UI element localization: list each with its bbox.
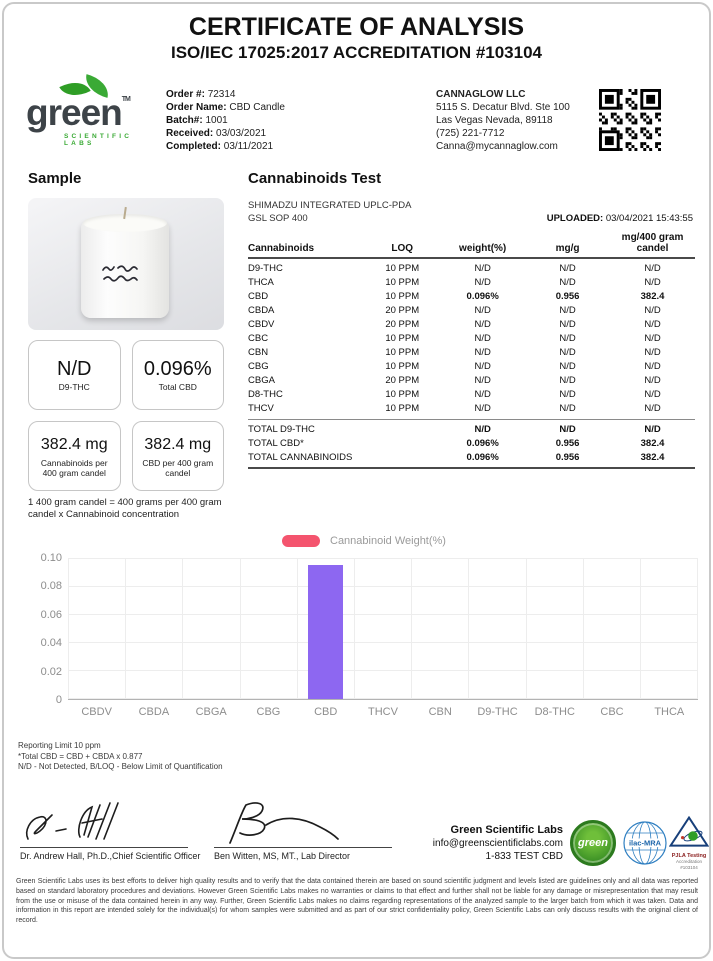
result-value: 382.4 mg — [40, 436, 108, 453]
result-caption: D9-THC — [58, 382, 90, 392]
table-row: CBDV 20 PPM N/D N/D N/D — [248, 319, 661, 330]
chart-plot — [68, 558, 698, 700]
y-tick-label: 0 — [55, 693, 62, 706]
uploaded-label: UPLOADED: — [546, 213, 604, 224]
test-method-sop: GSL SOP 400 — [248, 213, 308, 224]
signature-line — [214, 847, 392, 848]
chart-column — [182, 559, 239, 699]
chart-column — [240, 559, 297, 699]
document-title: CERTIFICATE OF ANALYSIS — [188, 13, 525, 41]
order-field: Order Name: CBD Candle — [166, 102, 285, 113]
chart-column — [583, 559, 640, 699]
x-tick-label: THCV — [367, 706, 398, 718]
pjla-accreditation: Accreditation #103104 — [675, 859, 702, 870]
header-row — [248, 232, 695, 258]
cannabinoid-table-totals — [248, 420, 695, 469]
cannabinoid-table — [248, 232, 695, 469]
chart-column — [68, 559, 125, 699]
y-tick-label: 0.08 — [40, 580, 62, 593]
x-tick-label: CBC — [600, 706, 624, 718]
table-row: CBC 10 PPM N/D N/D N/D — [248, 333, 661, 344]
column-header: mg/g — [525, 232, 610, 258]
result-box — [28, 340, 121, 410]
ilac-mra-badge — [622, 820, 668, 866]
cannabinoid-table-body — [248, 258, 695, 420]
signer-name-title: Dr. Andrew Hall, Ph.D.,Chief Scientific Officer — [20, 851, 201, 861]
column-header: weight(%) — [440, 232, 525, 258]
chart-column — [640, 559, 698, 699]
y-tick-label: 0.06 — [40, 608, 62, 621]
logo-wordmark: green™ — [26, 94, 166, 131]
result-box — [28, 421, 121, 491]
table-row: CBD 10 PPM 0.096% 0.956 382.4 — [248, 291, 665, 302]
table-row: CBN 10 PPM N/D N/D N/D — [248, 347, 661, 358]
chart-y-axis — [28, 552, 62, 706]
pjla-badge — [668, 816, 710, 870]
table-row: CBG 10 PPM N/D N/D N/D — [248, 361, 661, 372]
test-method-instrument: SHIMADZU INTEGRATED UPLC-PDA — [248, 200, 412, 211]
qr-code — [599, 89, 661, 151]
result-value: 0.096% — [143, 358, 212, 380]
svg-text:ilac-MRA: ilac-MRA — [628, 838, 662, 848]
chart-column — [411, 559, 468, 699]
sample-heading: Sample — [28, 170, 82, 187]
x-tick-label: CBDA — [138, 706, 170, 718]
client-address: 5115 S. Decatur Blvd. Ste 100 Las Vegas Nevada, 89118 (725) 221-7712 Canna@mycannaglow.com — [436, 102, 570, 152]
pjla-triangle-icon — [669, 816, 709, 848]
result-box — [132, 340, 225, 410]
column-header: mg/400 gram candel — [610, 232, 695, 258]
x-tick-label: CBN — [428, 706, 452, 718]
order-field: Completed: 03/11/2021 — [166, 141, 274, 152]
x-tick-label: CBGA — [195, 706, 227, 718]
lab-name: Green Scientific Labs — [450, 824, 563, 836]
x-tick-label: CBD — [314, 706, 338, 718]
signature-ben-witten — [216, 799, 376, 847]
report-notes — [18, 741, 223, 773]
unit-conversion-note: 1 400 gram candel = 400 grams per 400 gram candel x Cannabinoid concentration — [28, 497, 222, 520]
result-caption: Total CBD — [158, 382, 197, 392]
legend-swatch — [282, 535, 320, 547]
client-info — [436, 88, 570, 153]
total-row: TOTAL CBD* 0.096% 0.956 382.4 — [248, 438, 665, 449]
column-header: Cannabinoids — [248, 232, 364, 258]
signer-name-title: Ben Witten, MS, MT., Lab Director — [214, 851, 351, 861]
note-line: *Total CBD = CBD + CBDA x 0.877 — [18, 751, 143, 761]
uploaded-timestamp: UPLOADED: 03/04/2021 15:43:55 — [546, 213, 693, 224]
logo-tagline: SCIENTIFIC LABS — [64, 133, 133, 147]
table-row: THCA 10 PPM N/D N/D N/D — [248, 277, 661, 288]
x-tick-label: CBG — [256, 706, 281, 718]
handwritten-label — [99, 262, 155, 288]
cannabinoid-weight-chart — [28, 534, 700, 734]
result-box — [132, 421, 225, 491]
result-value: 382.4 mg — [144, 436, 212, 453]
sample-photo — [28, 198, 224, 330]
result-caption: Cannabinoids per 400 gram candel — [40, 458, 108, 478]
chart-column — [297, 559, 354, 699]
column-header: LOQ — [364, 232, 440, 258]
table-row: D9-THC 10 PPM N/D N/D N/D — [248, 263, 661, 274]
green-seal-badge: green — [570, 820, 616, 866]
client-name: CANNAGLOW LLC — [436, 89, 526, 100]
x-tick-label: D8-THC — [534, 706, 575, 718]
table-row: CBDA 20 PPM N/D N/D N/D — [248, 305, 661, 316]
table-row: D8-THC 10 PPM N/D N/D N/D — [248, 389, 661, 400]
table-row: THCV 10 PPM N/D N/D N/D — [248, 403, 661, 414]
y-tick-label: 0.10 — [40, 552, 62, 564]
lab-contact — [415, 824, 563, 863]
bar-cbd — [308, 565, 343, 699]
chart-column — [526, 559, 583, 699]
y-tick-label: 0.04 — [40, 637, 62, 650]
legend-label: Cannabinoid Weight(%) — [330, 535, 446, 547]
order-field: Received: 03/03/2021 — [166, 128, 267, 139]
candle-image — [81, 220, 169, 318]
x-tick-label: D9-THC — [477, 706, 518, 718]
y-tick-label: 0.02 — [40, 665, 62, 678]
x-tick-label: CBDV — [81, 706, 112, 718]
note-line: N/D - Not Detected, B/LOQ - Below Limit of Quantification — [18, 762, 223, 771]
total-row: TOTAL D9-THC N/D N/D N/D — [248, 420, 695, 437]
table-row: CBGA 20 PPM N/D N/D N/D — [248, 375, 661, 386]
total-row: TOTAL CANNABINOIDS 0.096% 0.956 382.4 — [248, 451, 695, 469]
signature-line — [20, 847, 188, 848]
order-field: Order #: 72314 — [166, 89, 236, 100]
order-info — [166, 88, 285, 153]
result-caption: CBD per 400 gram candel — [142, 458, 214, 478]
lab-phone: 1-833 TEST CBD — [485, 851, 563, 862]
accreditation-subtitle: ISO/IEC 17025:2017 ACCREDITATION #103104 — [170, 43, 542, 62]
disclaimer-text: Green Scientific Labs uses its best efforts to deliver high quality results and to verify that the data contained therein are based on sound scientific judgment and levels listed are guidelines only and all data was reported based on standard laboratory procedures and deviations. However Green Scientific Labs makes no warranties or claims to that effect and further shall not be liable for any damage or misrepresentation that may result from the use or misuse of the data contained herein in any way. Further, Green Scientific Labs makes no claims regarding representations of the analyzed sample to the larger batch from which it was taken. Data and information in this report are intended solely for the individual(s) for whom samples were submitted and as part of our strict confidentiality policy, Green Scientific Labs can only discuss results with the original client of record. — [16, 878, 698, 925]
result-boxes — [28, 340, 224, 491]
green-scientific-labs-logo — [26, 94, 166, 147]
chart-column — [125, 559, 182, 699]
signature-andrew-hall — [22, 801, 172, 847]
chart-column — [468, 559, 525, 699]
lab-email: info@greenscientificlabs.com — [432, 838, 563, 849]
result-value: N/D — [57, 358, 92, 380]
pjla-label: PJLA Testing — [671, 853, 707, 859]
chart-legend — [28, 534, 700, 548]
trademark-symbol: TM — [121, 96, 130, 103]
chart-x-axis — [68, 706, 698, 718]
cannabinoid-table-header — [248, 232, 695, 258]
x-tick-label: THCA — [654, 706, 685, 718]
note-line: Reporting Limit 10 ppm — [18, 741, 101, 750]
test-heading: Cannabinoids Test — [248, 170, 382, 187]
order-field: Batch#: 1001 — [166, 115, 228, 126]
chart-column — [354, 559, 411, 699]
